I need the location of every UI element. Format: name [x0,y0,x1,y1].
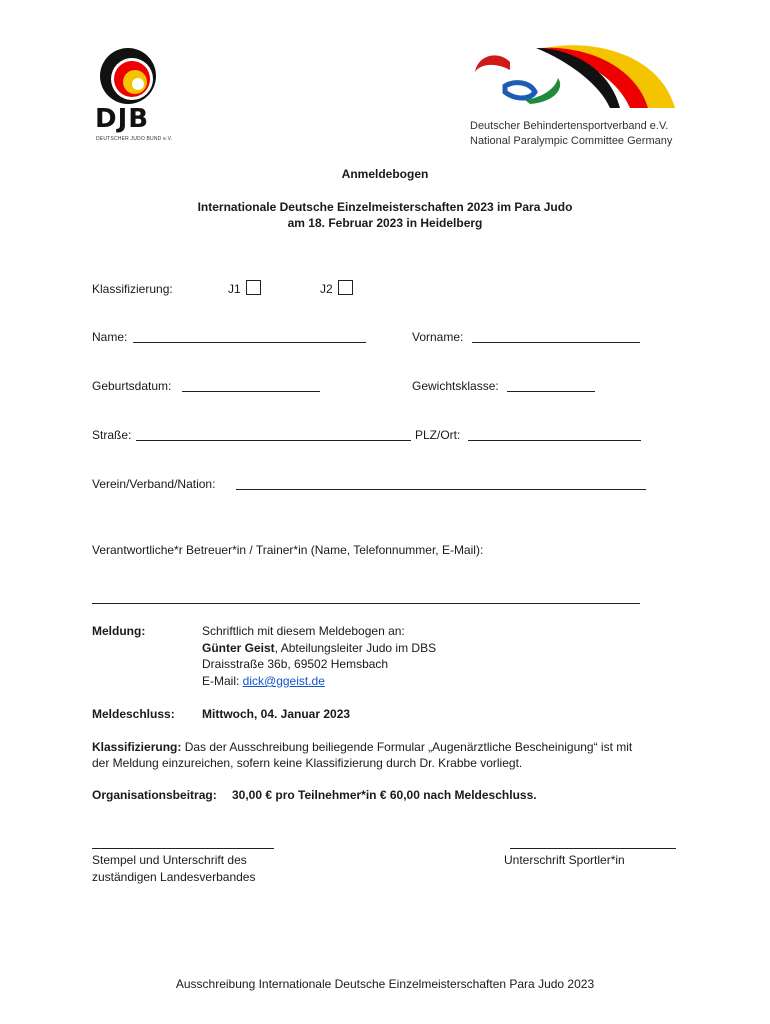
left-signature-line[interactable] [92,848,274,849]
klassifizierung-note-label: Klassifizierung: [92,740,182,754]
dbs-logo [470,40,690,150]
j2-checkbox[interactable] [338,280,353,295]
classification-label: Klassifizierung: [92,282,173,296]
strasse-label: Straße: [92,428,132,442]
meldung-email-row [202,673,325,689]
klassifizierung-note-text1: Das der Ausschreibung beiliegende Formular „Augenärztliche Bescheinigung“ ist mit [181,740,633,754]
email-label: E-Mail: [202,674,243,688]
dbs-agitos-icon [470,40,680,115]
gewichtsklasse-field[interactable] [507,391,595,392]
djb-logo [60,46,200,146]
beitrag-label: Organisationsbeitrag: [92,788,217,802]
betreuer-label: Verantwortliche*r Betreuer*in / Trainer*in (Name, Telefonnummer, E-Mail): [92,543,484,557]
page-footer: Ausschreibung Internationale Deutsche Einzelmeisterschaften Para Judo 2023 [175,977,595,991]
contact-name: Günter Geist [202,641,275,655]
beitrag-value: 30,00 € pro Teilnehmer*in € 60,00 nach Meldeschluss. [232,788,537,802]
klassifizierung-note-line2: der Meldung einzureichen, sofern keine Klassifizierung durch Dr. Krabbe vorliegt. [92,756,523,770]
email-link[interactable]: dick@ggeist.de [242,674,325,688]
plz-label: PLZ/Ort: [415,428,461,442]
left-signature-label1: Stempel und Unterschrift des [92,853,247,867]
djb-logo-text: DJB [95,104,150,134]
right-signature-label: Unterschrift Sportler*in [504,853,625,867]
gewichtsklasse-label: Gewichtsklasse: [412,379,499,393]
strasse-field[interactable] [136,440,411,441]
djb-logo-subtext: DEUTSCHER JUDO BUND e.V. [96,136,173,142]
meldung-label: Meldung: [92,624,146,638]
dbs-subname: National Paralympic Committee Germany [470,135,673,147]
meldung-address: Draisstraße 36b, 69502 Hemsbach [202,657,389,671]
subtitle-line1: Internationale Deutsche Einzelmeisterschaften 2023 im Para Judo [197,200,573,214]
left-signature-label2: zuständigen Landesverbandes [92,870,256,884]
meldeschluss-value: Mittwoch, 04. Januar 2023 [202,707,351,721]
meldung-line1: Schriftlich mit diesem Meldebogen an: [202,624,405,638]
j1-checkbox[interactable] [246,280,261,295]
page-title: Anmeldebogen [341,167,429,181]
verein-label: Verein/Verband/Nation: [92,477,216,491]
name-label: Name: [92,330,128,344]
contact-role: , Abteilungsleiter Judo im DBS [274,641,437,655]
j1-option [228,280,261,297]
djb-emblem-icon [60,46,200,108]
name-field[interactable] [133,342,366,343]
geburtsdatum-label: Geburtsdatum: [92,379,172,393]
j1-label: J1 [228,282,241,296]
plz-field[interactable] [468,440,641,441]
betreuer-field[interactable] [92,603,640,604]
right-signature-line[interactable] [510,848,676,849]
meldeschluss-label: Meldeschluss: [92,707,175,721]
dbs-name: Deutscher Behindertensportverband e.V. [470,120,669,132]
verein-field[interactable] [236,489,646,490]
j2-option [320,280,353,297]
klassifizierung-note-line1 [92,739,632,755]
subtitle-line2: am 18. Februar 2023 in Heidelberg [287,216,483,230]
vorname-label: Vorname: [412,330,464,344]
geburtsdatum-field[interactable] [182,391,320,392]
meldung-contact [202,640,436,656]
j2-label: J2 [320,282,333,296]
vorname-field[interactable] [472,342,640,343]
